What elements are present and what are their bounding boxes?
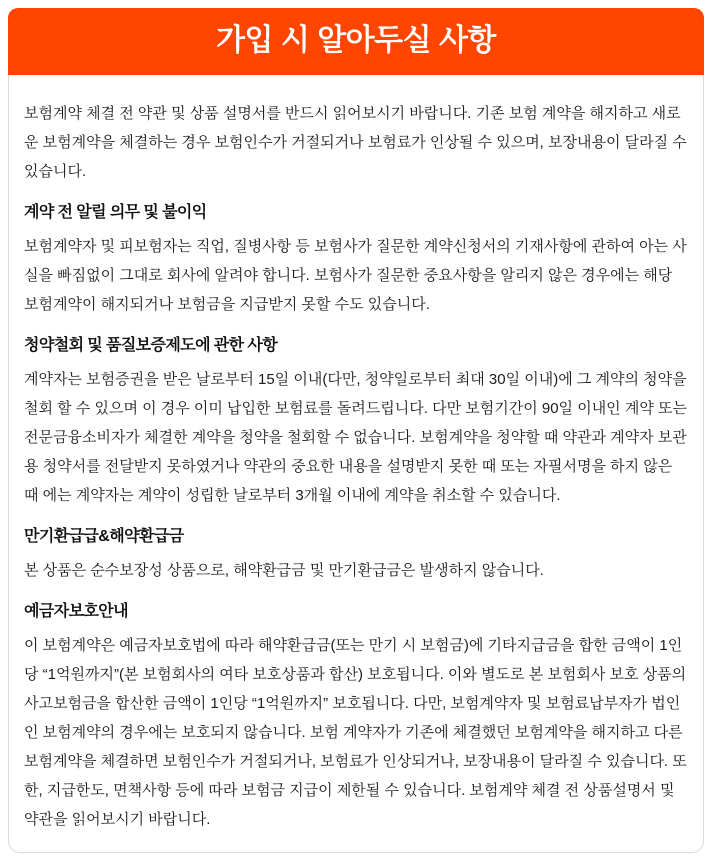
page-title: 가입 시 알아두실 사항 [216, 23, 496, 57]
notice-banner [8, 8, 704, 75]
section-heading: 예금자보호안내 [24, 603, 128, 620]
section-depositor-protection [24, 602, 688, 834]
section-paragraph: 본 상품은 순수보장성 상품으로, 해약환급금 및 만기환급금은 발생하지 않습니다. [24, 562, 544, 579]
section-heading: 청약철회 및 품질보증제도에 관한 사항 [24, 337, 278, 354]
section-withdrawal-quality-assurance [24, 336, 688, 510]
section-heading: 만기환급급&해약환급금 [24, 528, 184, 545]
section-pre-contract-duty [24, 203, 688, 319]
section-paragraph: 이 보험계약은 예금자보호법에 따라 해약환급금(또는 만기 시 보험금)에 기타지급금을 합한 금액이 1인당 “1억원까지”(본 보험회사의 여타 보호상품과 합산) 보호됩니다. 이와 별도로 본 보험회사 보호 상품의 사고보험금을 합산한 금액이 1인당 “1억원까지” 보호됩니다. 다만, 보험계약자 및 보험료납부자가 법인인 보험계약의 경우에는 보호되지 않습니다. 보험 계약자가 기존에 체결했던 보험계약을 해지하고 다른 보험계약을 체결하면 보험인수가 거절되거나, 보험료가 인상되거나, 보장내용이 달라질 수 있습니다. 또한, 지급한도, 면책사항 등에 따라 보험금 지급이 제한될 수 있습니다. 보험계약 체결 전 상품설명서 및 약관을 읽어보시기 바랍니다. [24, 637, 687, 828]
section-paragraph: 계약자는 보험증권을 받은 날로부터 15일 이내(다만, 청약일로부터 최대 30일 이내)에 그 계약의 청약을 철회 할 수 있으며 이 경우 이미 납입한 보험료를 돌려드립니다. 다만 보험기간이 90일 이내인 계약 또는 전문금융소비자가 체결한 계약을 청약을 철회할 수 없습니다. 보험계약을 청약할 때 약관과 계약자 보관용 청약서를 전달받지 못하였거나 약관의 중요한 내용을 설명받지 못한 때 또는 자필서명을 하지 않은 때 에는 계약자는 계약이 성립한 날로부터 3개월 이내에 계약을 취소할 수 있습니다. [24, 371, 687, 504]
section-maturity-surrender-refund [24, 527, 688, 585]
notice-panel [8, 75, 704, 853]
section-heading: 계약 전 알릴 의무 및 불이익 [24, 204, 207, 221]
intro-paragraph: 보험계약 체결 전 약관 및 상품 설명서를 반드시 읽어보시기 바랍니다. 기존 보험 계약을 해지하고 새로운 보험계약을 체결하는 경우 보험인수가 거절되거나 보험료가 인상될 수 있으며, 보장내용이 달라질 수 있습니다. [24, 105, 687, 180]
section-paragraph: 보험계약자 및 피보험자는 직업, 질병사항 등 보험사가 질문한 계약신청서의 기재사항에 관하여 아는 사실을 빠짐없이 그대로 회사에 알려야 합니다. 보험사가 질문한 중요사항을 알리지 않은 경우에는 해당 보험계약이 해지되거나 보험금을 지급받지 못할 수도 있습니다. [24, 238, 687, 313]
